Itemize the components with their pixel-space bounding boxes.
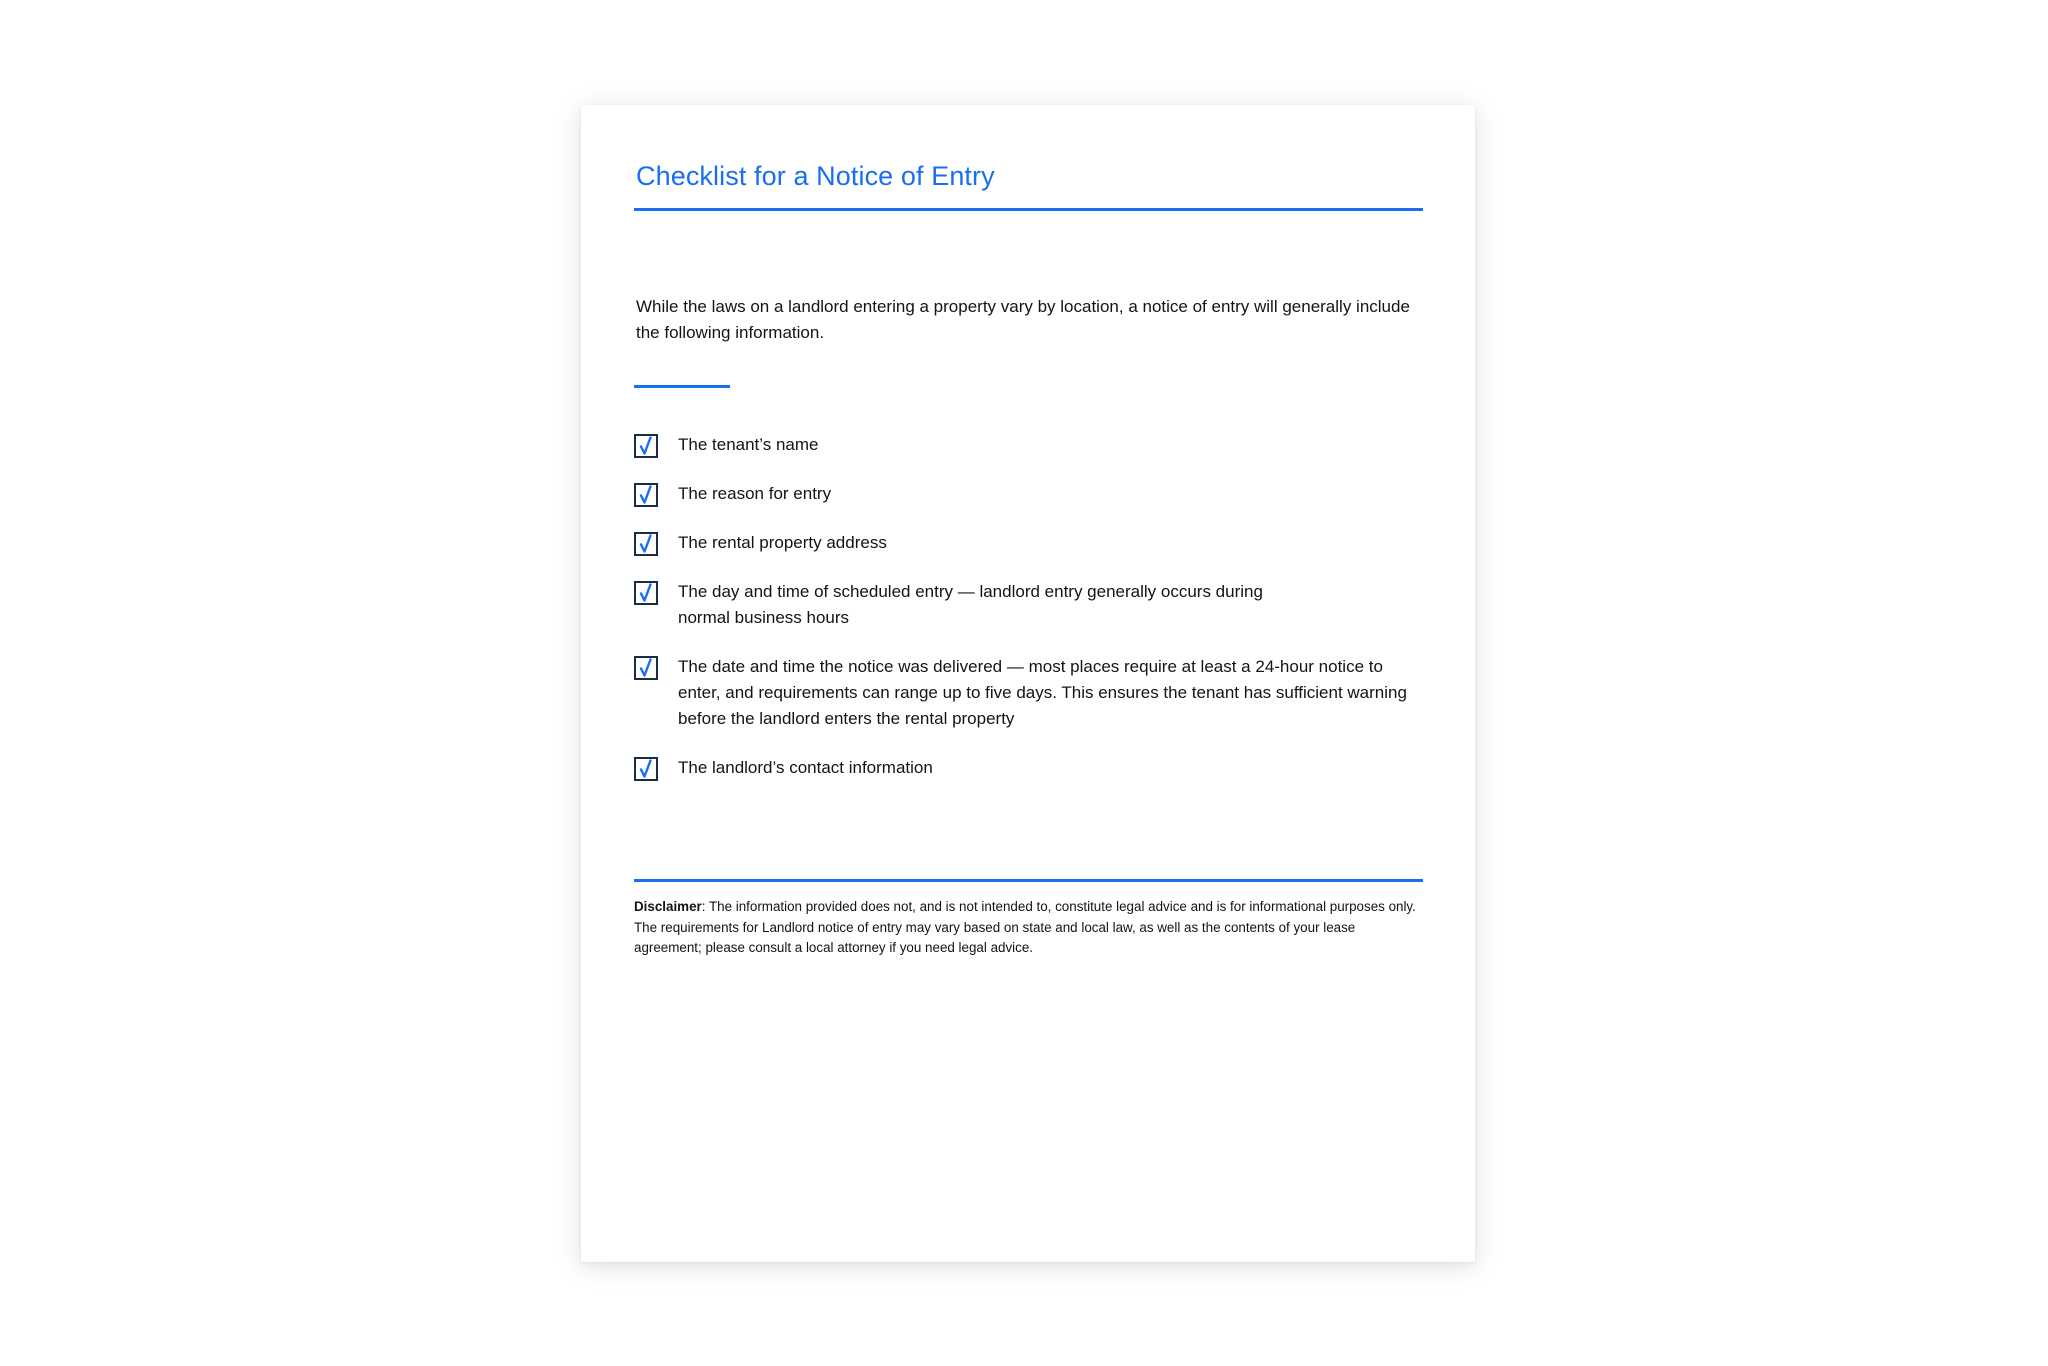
checked-box-icon bbox=[634, 532, 658, 556]
checked-box-icon bbox=[634, 656, 658, 680]
checklist-item-text: The tenant’s name bbox=[678, 435, 819, 454]
checklist-item-tenant-name bbox=[634, 434, 1423, 458]
checked-box-icon bbox=[634, 581, 658, 605]
disclaimer-label: Disclaimer bbox=[634, 899, 702, 914]
checklist-item-text: The day and time of scheduled entry — landlord entry generally occurs during normal business hours bbox=[678, 582, 1263, 627]
checked-box-icon bbox=[634, 483, 658, 507]
disclaimer-separator: : bbox=[701, 899, 709, 914]
checklist-item-address bbox=[634, 532, 1423, 556]
document-title: Checklist for a Notice of Entry bbox=[636, 161, 995, 191]
section-accent-divider bbox=[634, 385, 730, 388]
disclaimer bbox=[634, 897, 1423, 959]
checklist-item-notice-delivered bbox=[634, 656, 1423, 732]
title-divider bbox=[634, 208, 1423, 211]
checklist-item-text: The rental property address bbox=[678, 533, 887, 552]
checklist-item-reason bbox=[634, 483, 1423, 507]
checklist-item-contact-info bbox=[634, 757, 1423, 781]
checklist-item-scheduled-entry bbox=[634, 581, 1423, 631]
disclaimer-divider bbox=[634, 879, 1423, 882]
checked-box-icon bbox=[634, 434, 658, 458]
checklist-item-text: The landlord’s contact information bbox=[678, 758, 933, 777]
checklist-item-text: The date and time the notice was delivered — most places require at least a 24-hour notice to enter, and requirements can range up to five days. This ensures the tenant has sufficient warning before the landlord enters the rental property bbox=[678, 657, 1407, 728]
checklist-item-text: The reason for entry bbox=[678, 484, 832, 503]
checked-box-icon bbox=[634, 757, 658, 781]
disclaimer-text: The information provided does not, and is not intended to, constitute legal advice and is for informational purposes only. The requirements for Landlord notice of entry may vary based on state and local law, as well as the contents of your lease agreement; please consult a local attorney if you need legal advice. bbox=[634, 899, 1416, 955]
document-page bbox=[581, 105, 1475, 1262]
intro-paragraph: While the laws on a landlord entering a property vary by location, a notice of entry will generally include the following information. bbox=[636, 297, 1410, 342]
checklist bbox=[634, 434, 1423, 806]
